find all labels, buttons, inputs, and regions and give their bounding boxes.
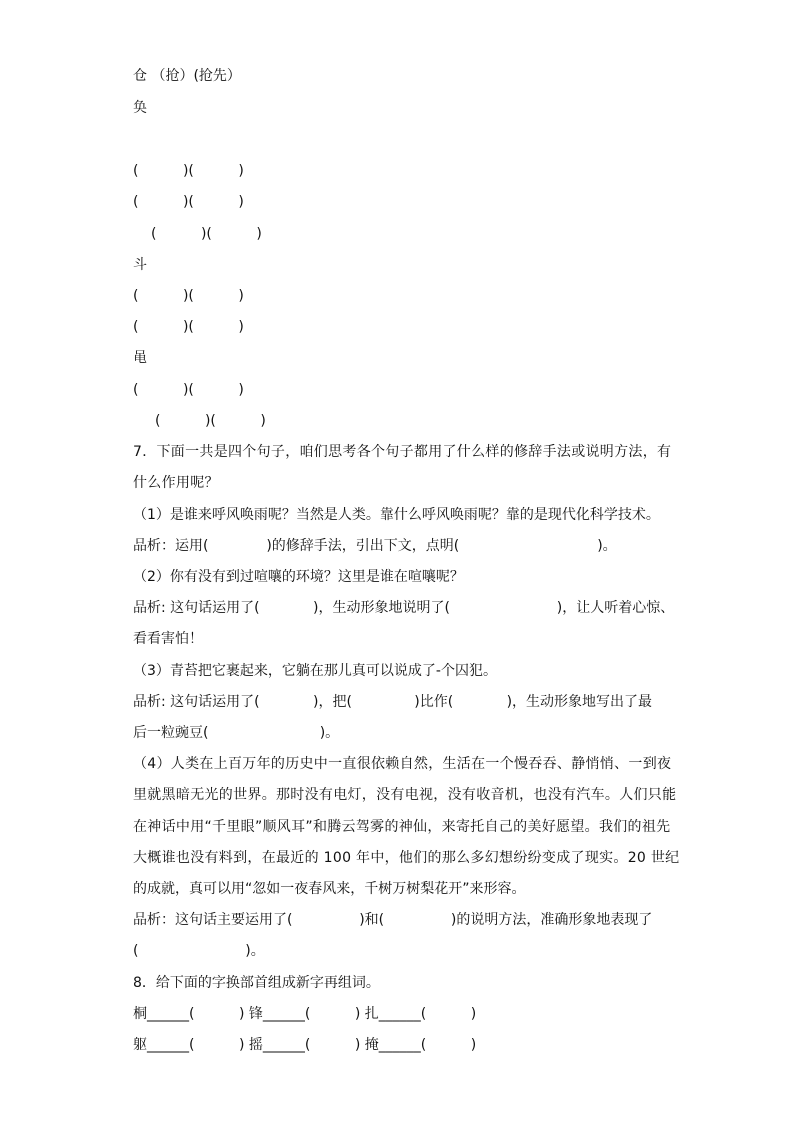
gui-blank-row-1: ( )( ) [133, 382, 244, 398]
sentence-3: （3）青苔把它裹起来，它躺在那儿真可以说成了-个囚犯。 [133, 663, 497, 679]
sentence-4: （4）人类在上百万年的历史中一直很依赖自然，生活在一个慢吞吞、静悄悄、一到夜 [133, 756, 672, 772]
analysis-2: 品析: 这句话运用了( )，生动形象地说明了( )，让人听着心惊、 [133, 600, 675, 616]
question-8-title: 8．给下面的字换部首组成新字再组词。 [133, 975, 380, 991]
question-7-title: 7．下面一共是四个句子，咱们思考各个句子都用了什么样的修辞手法或说明方法，有 [133, 444, 672, 460]
sentence-4-cont-2: 在神话中用“千里眼”顺风耳”和腾云驾雾的神仙，来寄托自己的美好愿望。我们的祖先 [133, 819, 671, 835]
question-7-title-cont: 什么作用呢？ [133, 475, 219, 491]
sentence-1: （1）是谁来呼风唤雨呢？当然是人类。靠什么呼风唤雨呢？靠的是现代化科学技术。 [133, 507, 660, 523]
sentence-2: （2）你有没有到过喧嚷的环境？这里是谁在喧嚷呢？ [133, 569, 464, 585]
sentence-4-cont-1: 里就黑暗无光的世界。那时没有电灯，没有电视，没有收音机，也没有汽车。人们只能 [133, 787, 677, 803]
analysis-3-cont: 后一粒豌豆( )。 [133, 725, 340, 741]
dou-blank-row-2: ( )( ) [133, 319, 244, 335]
analysis-4: 品析：这句话主要运用了( )和( )的说明方法，准确形象地表现了 [133, 912, 653, 928]
question-8-row-2: 躯______( ) 摇______( ) 掩______( ) [133, 1037, 477, 1053]
analysis-1: 品析：运用( )的修辞手法，引出下文，点明( )。 [133, 538, 617, 554]
huan-blank-row-1: ( )( ) [133, 163, 244, 179]
question-8-row-1: 桐______( ) 锋______( ) 扎______( ) [133, 1006, 477, 1022]
sentence-4-cont-3: 大概谁也没有料到，在最近的 100 年中，他们的那么多幻想纷纷变成了现实。20 世纪 [133, 850, 680, 866]
gui-blank-row-2: ( )( ) [155, 413, 266, 429]
analysis-2-cont: 看看害怕！ [133, 631, 203, 647]
huan-blank-row-2: ( )( ) [133, 194, 244, 210]
dou-label: 斗 [133, 257, 147, 273]
cang-line: 仓 （抢）(抢先） [133, 68, 241, 84]
sentence-4-cont-4: 的成就，真可以用“忽如一夜春风来，千树万树梨花开”来形容。 [133, 881, 526, 897]
huan-blank-row-3: ( )( ) [151, 226, 262, 242]
gui-label: 黾 [133, 350, 147, 366]
analysis-4-cont: ( )。 [133, 943, 265, 959]
analysis-3: 品析: 这句话运用了( )，把( )比作( )，生动形象地写出了最 [133, 694, 653, 710]
huan-label: 奂 [133, 100, 147, 116]
dou-blank-row-1: ( )( ) [133, 288, 244, 304]
